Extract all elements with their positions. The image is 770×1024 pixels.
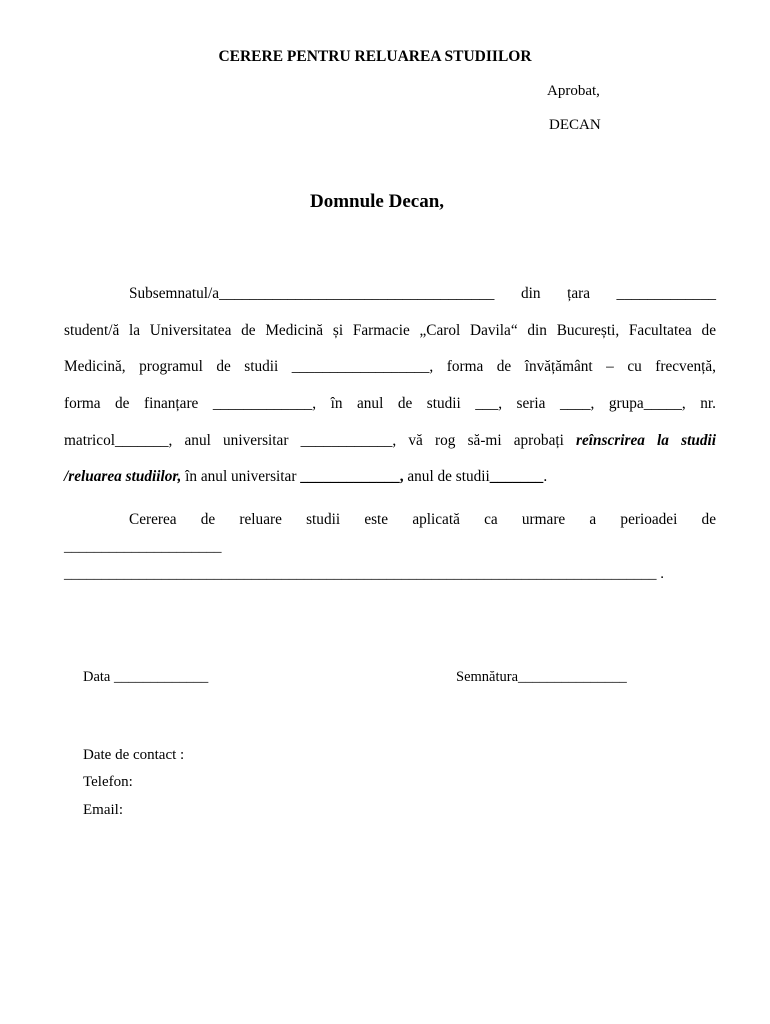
reason-blank-1: _____________________: [64, 539, 222, 555]
reason-line: Cererea de reluare studii este aplicată ca urmare a perioadei de: [129, 511, 716, 528]
salutation: Domnule Decan,: [309, 191, 445, 212]
dean-label: DECAN: [549, 117, 601, 133]
request-line5-text: matricol_______, anul universitar ____________, vă rog să-mi aprobați: [64, 432, 577, 449]
request-line-program: Medicină, programul de studii __________________, forma de învățământ – cu frecvență,: [64, 358, 716, 375]
approved-label: Aprobat,: [547, 83, 600, 99]
resumption-emphasis: /reluarea studiilor,: [64, 468, 182, 485]
request-line6-end: .: [543, 468, 548, 485]
document-title: CERERE PENTRU RELUAREA STUDIILOR: [218, 48, 532, 65]
study-year-blank: _______: [489, 468, 544, 485]
email-label: Email:: [83, 802, 123, 818]
request-line-matricol: [64, 432, 716, 450]
date-field: Data _____________: [83, 669, 209, 685]
request-line-resumption: [64, 468, 716, 486]
signature-field: Semnătura_______________: [456, 669, 627, 685]
contact-heading: Date de contact :: [83, 747, 185, 763]
request-line6-text-b: anul de studii: [403, 468, 490, 485]
request-line-name-country: Subsemnatul/a____________________________________ din țara _____________: [129, 285, 716, 302]
reenrollment-emphasis: reînscrirea la studii: [576, 432, 716, 449]
academic-year-blank: _____________,: [300, 468, 404, 485]
phone-label: Telefon:: [83, 774, 133, 790]
request-line6-text-a: în anul universitar: [181, 468, 301, 485]
request-line-university: student/ă la Universitatea de Medicină și Farmacie „Carol Davila“ din București, Facultatea de: [64, 322, 716, 339]
reason-blank-2: _______________________________________________________________________________ .: [64, 566, 664, 582]
request-line-financing: forma de finanțare _____________, în anul de studii ___, seria ____, grupa_____, nr.: [64, 395, 716, 412]
